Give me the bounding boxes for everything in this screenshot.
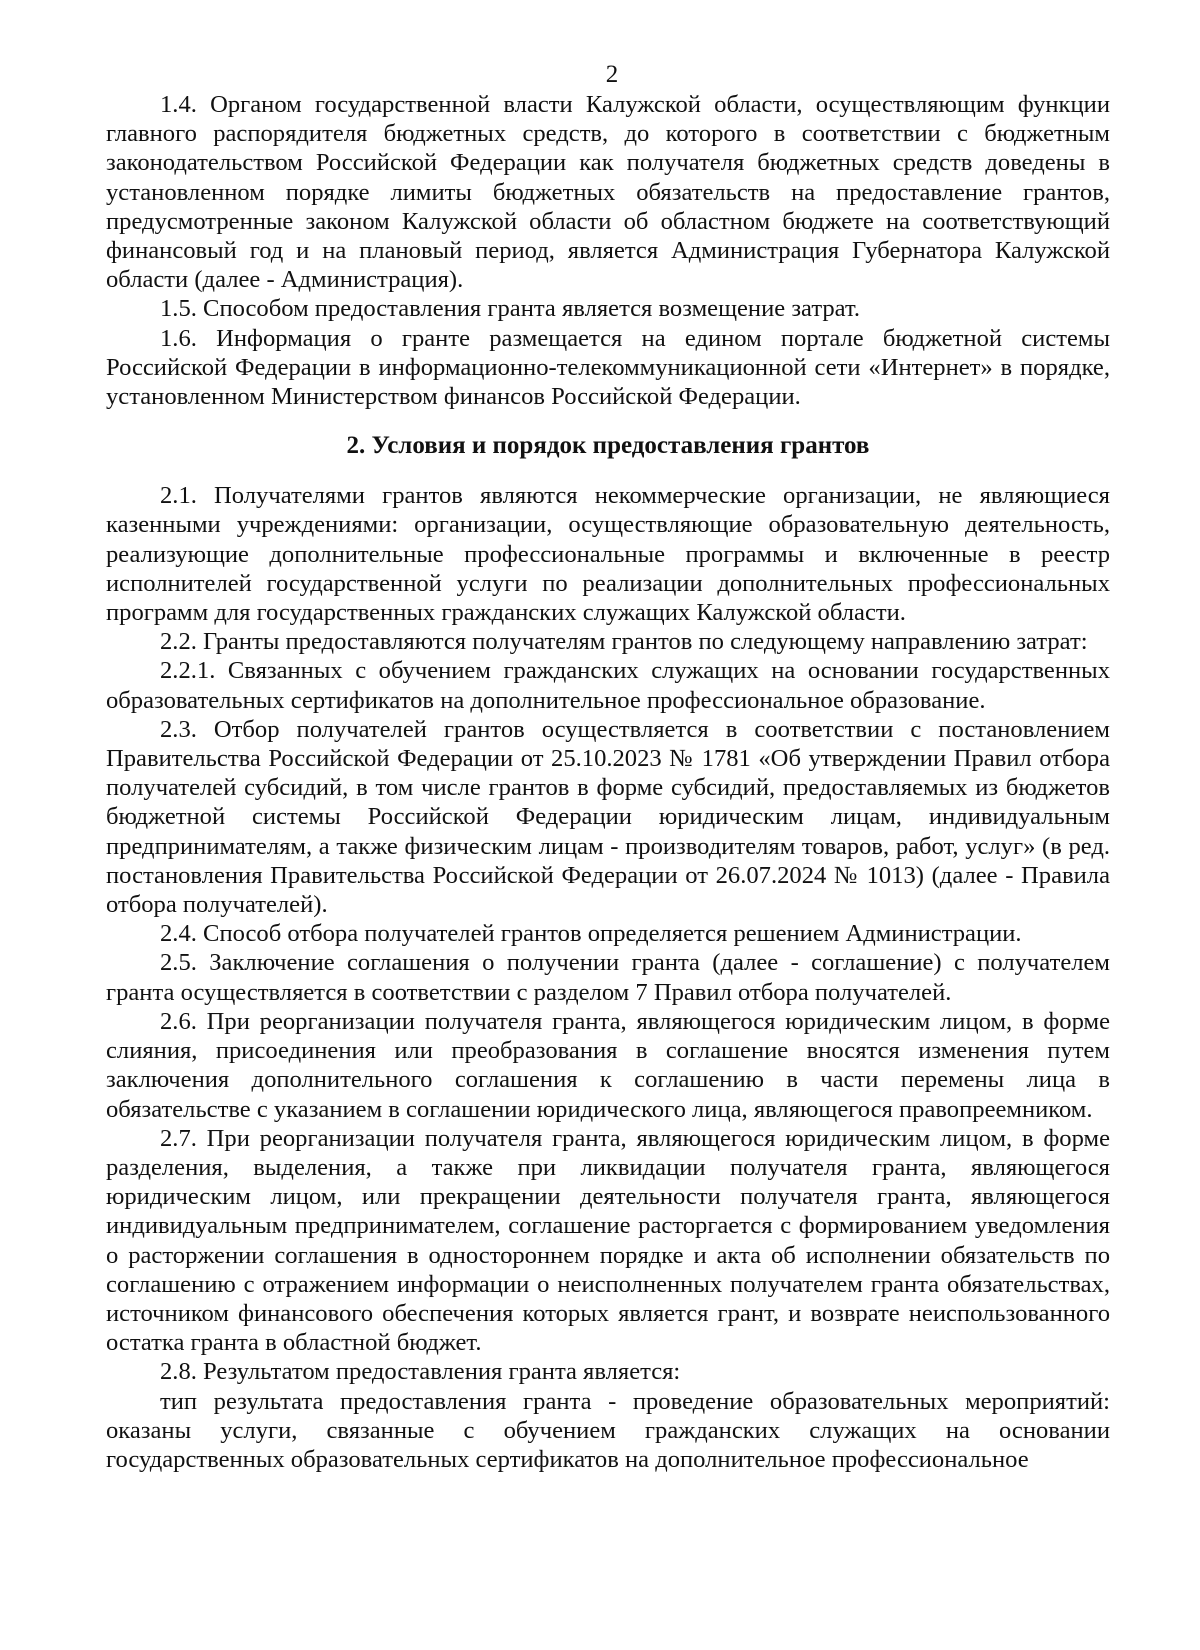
paragraph-2-6: 2.6. При реорганизации получателя гранта, являющегося юридическим лицом, в форме слияния, присоединения или преобразования в соглашение вносятся изменения путем заключения дополнительного соглашения к соглашению в части перемены лица в обязательстве с указанием в соглашении юридического лица, являющегося правопреемником. [106, 1007, 1110, 1123]
paragraph-2-2-1: 2.2.1. Связанных с обучением гражданских служащих на основании государственных образовательных сертификатов на дополнительное профессиональное образование. [106, 657, 1110, 714]
paragraph-2-2: 2.2. Гранты предоставляются получателям грантов по следующему направлению затрат: [160, 628, 1088, 656]
paragraph-2-7: 2.7. При реорганизации получателя гранта, являющегося юридическим лицом, в форме разделения, выделения, а также при ликвидации получателя гранта, являющегося юридическим лицом, или прекращении деятельности получателя гранта, являющегося индивидуальным предпринимателем, соглашение расторгается с формированием уведомления о расторжении соглашения в одностороннем порядке и акта об исполнении обязательств по соглашению с отражением информации о неисполненных получателем гранта обязательствах, источником финансового обеспечения которых является грант, и возврате неиспользованного остатка гранта в областной бюджет. [106, 1124, 1110, 1357]
paragraph-1-6: 1.6. Информация о гранте размещается на едином портале бюджетной системы Российской Федерации в информационно-телекоммуникационной сети «Интернет» в порядке, установленном Министерством финансов Российской Федерации. [106, 324, 1110, 411]
paragraph-result-type: тип результата предоставления гранта - проведение образовательных мероприятий: оказаны услуги, связанные с обучением гражданских служащих на основании государственных образовательных сертификатов на дополнительное профессиональное [106, 1387, 1110, 1473]
page-number: 2 [605, 61, 619, 88]
paragraph-2-1: 2.1. Получателями грантов являются некоммерческие организации, не являющиеся казенными учреждениями: организации, осуществляющие образовательную деятельность, реализующие дополнительные профессиональные программы и включенные в реестр исполнителей государственной услуги по реализации дополнительных профессиональных программ для государственных гражданских служащих Калужской области. [106, 482, 1110, 627]
paragraph-2-3: 2.3. Отбор получателей грантов осуществляется в соответствии с постановлением Правительства Российской Федерации от 25.10.2023 № 1781 «Об утверждении Правил отбора получателей субсидий, в том числе грантов в форме субсидий, предоставляемых из бюджетов бюджетной системы Российской Федерации юридическим лицам, индивидуальным предпринимателям, а также физическим лицам - производителям товаров, работ, услуг» (в ред. постановления Правительства Российской Федерации от 26.07.2024 № 1013) (далее - Правила отбора получателей). [106, 715, 1110, 919]
paragraph-2-4: 2.4. Способ отбора получателей грантов определяется решением Администрации. [160, 920, 1022, 948]
paragraph-2-8: 2.8. Результатом предоставления гранта является: [160, 1358, 681, 1386]
paragraph-1-5: 1.5. Способом предоставления гранта является возмещение затрат. [160, 295, 860, 323]
document-page [106, 60, 1110, 1474]
paragraph-2-5: 2.5. Заключение соглашения о получении гранта (далее - соглашение) с получателем гранта осуществляется в соответствии с разделом 7 Правил отбора получателей. [106, 949, 1110, 1006]
paragraph-1-4: 1.4. Органом государственной власти Калужской области, осуществляющим функции главного распорядителя бюджетных средств, до которого в соответствии с бюджетным законодательством Российской Федерации как получателя бюджетных средств доведены в установленном порядке лимиты бюджетных обязательств на предоставление грантов, предусмотренные законом Калужской области об областном бюджете на соответствующий финансовый год и на плановый период, является Администрация Губернатора Калужской области (далее - Администрация). [106, 91, 1110, 294]
section-heading: 2. Условия и порядок предоставления грантов [346, 432, 870, 460]
